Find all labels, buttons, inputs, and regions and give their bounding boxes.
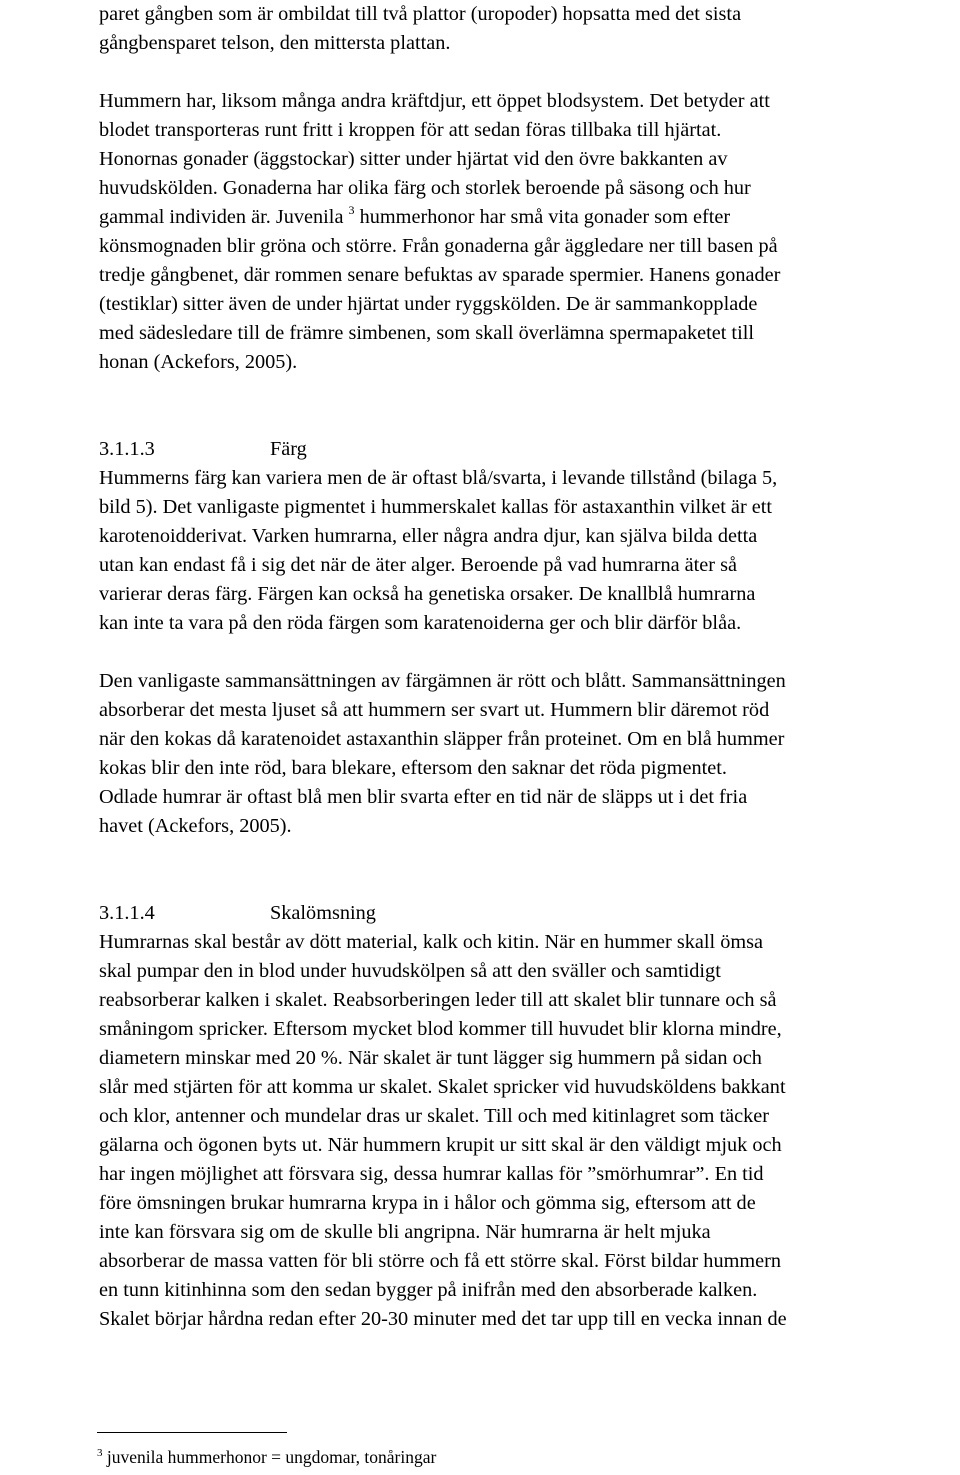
footnote-text: juvenila hummerhonor = ungdomar, tonåringar <box>106 1447 437 1467</box>
section-title: Färg <box>270 438 307 460</box>
section-heading-farg <box>99 439 307 459</box>
footnote-marker: 3 <box>97 1447 103 1459</box>
body-text-line: skal pumpar den in blod under huvudskölpen så att den sväller och samtidigt <box>99 960 721 982</box>
body-text-line: Humrarnas skal består av dött material, kalk och kitin. När en hummer skall ömsa <box>99 931 764 953</box>
footnote-reference: 3 <box>348 203 355 217</box>
body-text-line: utan kan endast få i sig det när de äter alger. Beroende på vad humrarna äter så <box>99 554 738 576</box>
body-text-line: (testiklar) sitter även de under hjärtat under ryggskölden. De är sammankopplade <box>99 293 758 315</box>
body-text-line: Den vanligaste sammansättningen av färgämnen är rött och blått. Sammansättningen <box>99 670 786 692</box>
body-text-line: när den kokas då karatenoidet astaxanthin släpper från proteinet. Om en blå hummer <box>99 728 785 750</box>
body-text-line: gångbensparet telson, den mittersta plattan. <box>99 32 451 54</box>
body-text-line: bild 5). Det vanligaste pigmentet i hummerskalet kallas för astaxanthin vilket är ett <box>99 496 773 518</box>
footnote-separator <box>97 1432 287 1433</box>
body-text-line: varierar deras färg. Färgen kan också ha genetiska orsaker. De knallblå humrarna <box>99 583 756 605</box>
body-text-line: havet (Ackefors, 2005). <box>99 815 292 837</box>
body-text-line: absorberar de massa vatten för bli större och få ett större skal. Först bildar hummern <box>99 1250 782 1272</box>
body-text-line <box>99 203 731 228</box>
body-text-line: paret gångben som är ombildat till två plattor (uropoder) hopsatta med det sista <box>99 3 742 25</box>
footnote <box>97 1449 436 1467</box>
section-number: 3.1.1.3 <box>99 438 155 460</box>
section-title: Skalömsning <box>270 902 376 924</box>
body-text-line: med sädesledare till de främre simbenen, som skall överlämna spermapaketet till <box>99 322 754 344</box>
body-text-line: har ingen möjlighet att försvara sig, dessa humrar kallas för ”smörhumrar”. En tid <box>99 1163 764 1185</box>
body-text-segment: hummerhonor har små vita gonader som efter <box>359 206 731 228</box>
body-text-line: Hummern har, liksom många andra kräftdjur, ett öppet blodsystem. Det betyder att <box>99 90 770 112</box>
body-text-line: könsmognaden blir gröna och större. Från gonaderna går äggledare ner till basen på <box>99 235 778 257</box>
body-text-segment: gammal individen är. Juvenila <box>99 206 344 228</box>
body-text-line: en tunn kitinhinna som den sedan bygger på inifrån med den absorberade kalken. <box>99 1279 758 1301</box>
body-text-line: Honornas gonader (äggstockar) sitter under hjärtat vid den övre bakkanten av <box>99 148 728 170</box>
body-text-line: reabsorberar kalken i skalet. Reabsorberingen leder till att skalet blir tunnare och så <box>99 989 777 1011</box>
body-text-line: karotenoidderivat. Varken humrarna, eller några andra djur, kan själva bilda detta <box>99 525 758 547</box>
body-text-line: slår med stjärten för att komma ur skalet. Skalet spricker vid huvudsköldens bakkant <box>99 1076 786 1098</box>
body-text-line: honan (Ackefors, 2005). <box>99 351 298 373</box>
body-text-line: gälarna och ögonen byts ut. När hummern krupit ur sitt skal är den väldigt mjuk och <box>99 1134 782 1156</box>
body-text-line: diametern minskar med 20 %. När skalet är tunt lägger sig hummern på sidan och <box>99 1047 762 1069</box>
body-text-line: tredje gångbenet, där rommen senare befuktas av sparade spermier. Hanens gonader <box>99 264 781 286</box>
body-text-line: huvudskölden. Gonaderna har olika färg och storlek beroende på säsong och hur <box>99 177 751 199</box>
body-text-line: och klor, antenner och mundelar dras ur skalet. Till och med kitinlagret som täcker <box>99 1105 769 1127</box>
body-text-line: kokas blir den inte röd, bara blekare, eftersom den saknar det röda pigmentet. <box>99 757 727 779</box>
body-text-line: Hummerns färg kan variera men de är oftast blå/svarta, i levande tillstånd (bilaga 5, <box>99 467 778 489</box>
body-text-line: Skalet börjar hårdna redan efter 20-30 minuter med det tar upp till en vecka innan de <box>99 1308 787 1330</box>
body-text-line: kan inte ta vara på den röda färgen som karatenoiderna ger och blir därför blåa. <box>99 612 742 634</box>
body-text-line: Odlade humrar är oftast blå men blir svarta efter en tid när de släpps ut i det fria <box>99 786 748 808</box>
body-text-line: före ömsningen brukar humrarna krypa in i hålor och gömma sig, eftersom att de <box>99 1192 756 1214</box>
body-text-line: blodet transporteras runt fritt i kroppen för att sedan föras tillbaka till hjärtat. <box>99 119 722 141</box>
body-text-line: inte kan försvara sig om de skulle bli angripna. När humrarna är helt mjuka <box>99 1221 711 1243</box>
section-number: 3.1.1.4 <box>99 902 155 924</box>
section-heading-skalomsning <box>99 903 376 923</box>
body-text-line: absorberar det mesta ljuset så att hummern ser svart ut. Hummern blir däremot röd <box>99 699 770 721</box>
body-text-line: småningom spricker. Eftersom mycket blod kommer till huvudet blir klorna mindre, <box>99 1018 782 1040</box>
